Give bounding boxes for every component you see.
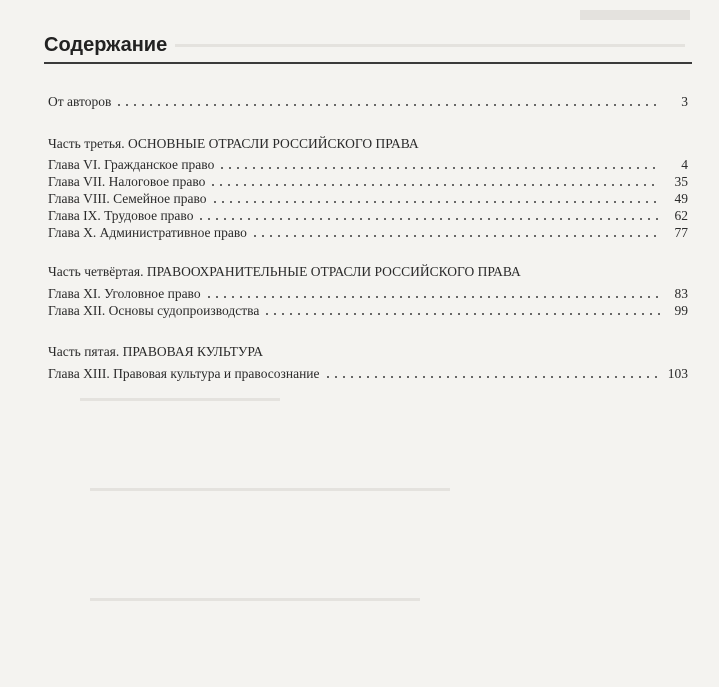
part-heading: Часть третья. ОСНОВНЫЕ ОТРАСЛИ РОССИЙСКОГО ПРАВА: [48, 136, 419, 151]
page-title: Содержание: [44, 34, 168, 56]
show-through-mark: [175, 44, 685, 47]
show-through-mark: [90, 488, 450, 491]
part-heading: Часть четвёртая. ПРАВООХРАНИТЕЛЬНЫЕ ОТРАСЛИ РОССИЙСКОГО ПРАВА: [48, 264, 521, 279]
dot-leader: [218, 166, 660, 170]
toc-entry-intro: [48, 92, 688, 110]
toc-entry: [48, 172, 688, 190]
toc-entry: [48, 206, 688, 224]
toc-entry: [48, 223, 688, 241]
toc-entry-label: Глава IX. Трудовое право: [48, 208, 194, 223]
toc-entry: [48, 364, 688, 382]
dot-leader: [205, 295, 660, 299]
toc-entry-label: Глава XI. Уголовное право: [48, 286, 201, 301]
title-rule: [44, 62, 692, 64]
toc-entry-label: Глава VII. Налоговое право: [48, 174, 206, 189]
dot-leader: [209, 183, 660, 187]
dot-leader: [115, 103, 660, 107]
toc-entry: [48, 284, 688, 302]
dot-leader: [324, 375, 660, 379]
toc-page-number: 103: [667, 366, 688, 381]
toc-page-number: 35: [674, 174, 688, 189]
toc-entry: [48, 301, 688, 319]
toc-entry-label: Глава XII. Основы судопроизводства: [48, 303, 260, 318]
toc-page-number: 49: [674, 191, 688, 206]
show-through-mark: [90, 598, 420, 601]
show-through-mark: [80, 398, 280, 401]
toc-entry-label: Глава VIII. Семейное право: [48, 191, 207, 206]
toc-entry-label: Глава VI. Гражданское право: [48, 157, 215, 172]
toc-page-number: 3: [681, 94, 688, 109]
toc-entry-label: Глава X. Административное право: [48, 225, 247, 240]
toc-page-number: 83: [674, 286, 688, 301]
dot-leader: [197, 217, 660, 221]
show-through-mark: [580, 10, 690, 20]
dot-leader: [251, 234, 660, 238]
toc-entry: [48, 189, 688, 207]
toc-entry-label: Глава XIII. Правовая культура и правосознание: [48, 366, 320, 381]
toc-page-number: 99: [674, 303, 688, 318]
toc-entry-label: От авторов: [48, 94, 112, 109]
toc-entry: [48, 155, 688, 173]
toc-page-number: 62: [674, 208, 688, 223]
toc-page-number: 77: [674, 225, 688, 240]
part-heading: Часть пятая. ПРАВОВАЯ КУЛЬТУРА: [48, 344, 263, 359]
dot-leader: [211, 200, 661, 204]
toc-page-number: 4: [681, 157, 688, 172]
dot-leader: [263, 312, 660, 316]
